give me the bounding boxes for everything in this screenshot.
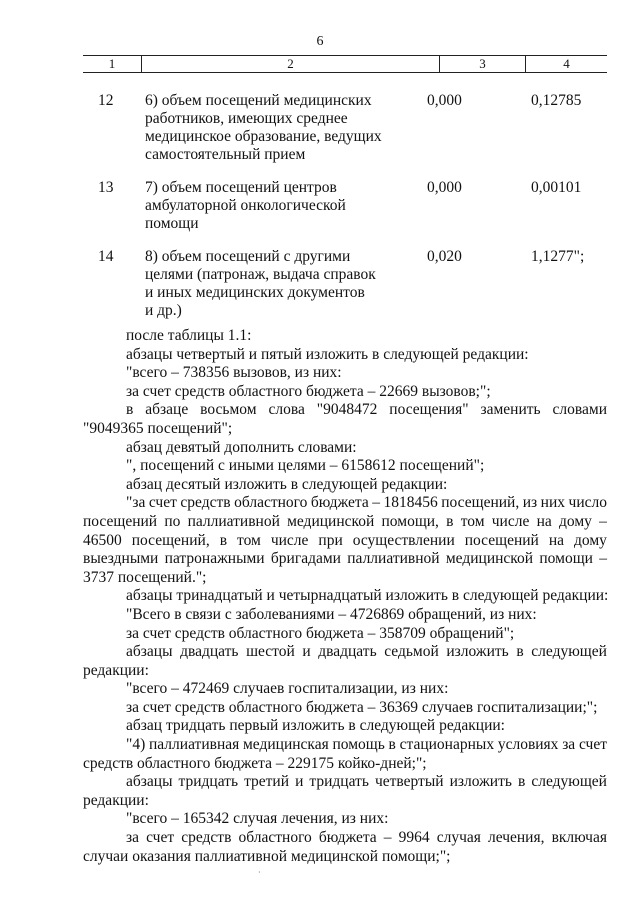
indicator-line: 7) объем посещений центров <box>145 179 337 196</box>
table-header-cell: 4 <box>525 56 607 72</box>
paragraph-line: 3737 посещений."; <box>83 568 207 586</box>
word: медицинской <box>445 550 534 568</box>
word: средств <box>181 829 232 847</box>
table-header-cell: 1 <box>108 56 116 71</box>
paragraph-line: случаи оказания паллиативной медицинской помощи;"; <box>83 847 451 865</box>
paragraph-line: средств областного бюджета – 229175 койко-дней;"; <box>83 754 427 772</box>
word: на <box>548 531 565 549</box>
word: тридцать <box>178 773 239 791</box>
word: слова <box>268 401 305 419</box>
row-number: 13 <box>98 179 114 196</box>
word: абзацы <box>126 773 173 791</box>
word: изложить <box>449 773 512 791</box>
word: помощь <box>332 736 385 754</box>
paragraph-line <box>83 829 607 848</box>
word: паллиативной <box>347 550 440 568</box>
word: осуществлении <box>352 531 455 549</box>
word: стационарных <box>399 736 495 754</box>
indicator-line: 8) объем посещений с другими <box>145 248 351 265</box>
word: областного <box>238 829 312 847</box>
paragraph-line: абзац тридцать первый изложить в следующей редакции: <box>126 717 505 735</box>
paragraph-line: за счет средств областного бюджета – 36369 случаев госпитализации;"; <box>126 698 598 716</box>
word: на <box>536 512 552 530</box>
word: посещений <box>464 531 539 549</box>
word: патронажными <box>164 550 265 568</box>
word: включая <box>551 829 607 847</box>
word: третий <box>244 773 290 791</box>
word: седьмой <box>384 643 439 661</box>
word: медицинская <box>243 736 329 754</box>
row-value-col3: 0,000 <box>427 179 462 196</box>
word: средств <box>180 494 231 512</box>
word: шестой <box>246 643 295 661</box>
indicator-line: медицинское образование, ведущих <box>145 128 382 145</box>
word: помощи, <box>381 512 439 530</box>
word: "за <box>126 494 146 512</box>
word: посещений <box>83 512 158 530</box>
word: двадцать <box>180 643 239 661</box>
word: числе <box>491 512 530 530</box>
indicator-line: целями (патронаж, выдача справок <box>145 266 376 283</box>
word: числе <box>270 531 309 549</box>
paragraph-line: абзац девятый дополнить словами: <box>126 438 357 456</box>
paragraph-line: абзацы четвертый и пятый изложить в следующей редакции: <box>126 345 529 363</box>
paragraph-line <box>83 532 607 551</box>
word: них <box>540 494 566 512</box>
word: условиях <box>497 736 559 754</box>
word: 46500 <box>83 531 122 549</box>
word: за <box>126 829 140 847</box>
paragraph-line: "Всего в связи с заболеваниями – 4726869 обращений, из них: <box>126 605 537 623</box>
row-value-col3: 0,000 <box>427 92 462 109</box>
row-number: 12 <box>98 92 114 109</box>
word: по <box>164 512 181 530</box>
word: бюджета <box>310 494 369 512</box>
page-number: 6 <box>316 34 324 49</box>
word: изложить <box>446 643 509 661</box>
word: том <box>237 531 261 549</box>
row-indicator <box>145 92 390 164</box>
paragraph-line <box>83 513 607 532</box>
word: – <box>383 829 392 847</box>
word: посещений, <box>131 531 210 549</box>
word: бригадами <box>270 550 341 568</box>
paragraph-line: за счет средств областного бюджета – 358709 обращений"; <box>126 624 515 642</box>
word: четвертый <box>374 773 444 791</box>
word: посещения" <box>389 401 469 419</box>
word: дому <box>558 512 592 530</box>
row-value-col4: 0,12785 <box>531 92 582 109</box>
body-text <box>83 327 607 866</box>
word: абзаце <box>145 401 189 419</box>
word: выездными <box>83 550 159 568</box>
word: и <box>295 773 304 791</box>
indicator-line: самостоятельный прием <box>145 146 306 163</box>
word: в <box>517 773 526 791</box>
word: паллиативной <box>187 512 280 530</box>
paragraph-line <box>83 401 607 420</box>
paragraph-line: абзац десятый изложить в следующей редакции: <box>126 475 448 493</box>
word: за <box>562 736 576 754</box>
word: двадцать <box>318 643 377 661</box>
word: – <box>599 550 607 568</box>
word: – <box>599 512 607 530</box>
indicator-line: помощи <box>145 215 199 232</box>
word: 1818456 <box>383 494 438 512</box>
word: в <box>219 531 228 549</box>
row-value-col3: 0,020 <box>427 248 462 265</box>
paragraph-line: за счет средств областного бюджета – 22669 вызовов;"; <box>126 382 491 400</box>
word: в <box>516 643 524 661</box>
paragraph-line: "всего – 165342 случая лечения, из них: <box>126 810 389 828</box>
word: восьмом <box>200 401 257 419</box>
paragraph-line: ", посещений с иными целями – 6158612 посещений"; <box>126 457 485 475</box>
paragraph-line: после таблицы 1.1: <box>126 327 252 344</box>
word: тридцать <box>309 773 369 791</box>
paragraph-line <box>83 494 607 513</box>
word: областного <box>234 494 308 512</box>
word: счет <box>146 829 175 847</box>
word: паллиативная <box>149 736 240 754</box>
word: бюджета <box>318 829 377 847</box>
indicator-line: работников, имеющих среднее <box>145 110 348 127</box>
paragraph-line: "9049365 посещений"; <box>83 419 233 437</box>
word: помощи <box>539 550 593 568</box>
indicator-line: и др.) <box>145 302 182 319</box>
table-header-row <box>83 55 607 73</box>
word: 9964 <box>398 829 430 847</box>
word: случая <box>436 829 481 847</box>
word: и <box>302 643 311 661</box>
paragraph-line: абзацы тринадцатый и четырнадцатый изложить в следующей редакции: <box>126 587 609 605</box>
word: в <box>126 401 134 419</box>
paragraph-line <box>83 736 607 755</box>
word: следующей <box>531 643 607 661</box>
row-value-col4: 1,1277"; <box>531 248 585 265</box>
word: дому <box>574 531 607 549</box>
paragraph-line <box>83 773 607 792</box>
paragraph-line: "всего – 738356 вызовов, из них: <box>126 364 342 382</box>
indicator-line: 6) объем посещений медицинских <box>145 92 372 109</box>
word: следующей <box>531 773 607 791</box>
row-number: 14 <box>98 248 114 265</box>
word: абзацы <box>126 643 173 661</box>
word: том <box>460 512 485 530</box>
paragraph-line: "всего – 472469 случаев госпитализации, из них: <box>126 680 449 698</box>
indicator-line: амбулаторной онкологической <box>145 197 346 214</box>
word: "9048472 <box>316 401 378 419</box>
word: в <box>388 736 396 754</box>
word: медицинской <box>287 512 375 530</box>
word: при <box>318 531 343 549</box>
paragraph-line <box>83 643 607 662</box>
paragraph-line: редакции: <box>83 661 149 679</box>
row-indicator <box>145 179 390 233</box>
row-indicator <box>145 248 390 320</box>
scan-speck: · <box>258 868 261 877</box>
word: посещений, <box>441 494 520 512</box>
word: счет <box>148 494 177 512</box>
paragraph-line: редакции: <box>83 791 149 809</box>
word: счет <box>578 736 607 754</box>
word: число <box>568 494 607 512</box>
word: словами <box>552 401 607 419</box>
word: из <box>522 494 538 512</box>
indicator-line: и иных медицинских документов <box>145 284 365 301</box>
paragraph-line <box>83 550 607 569</box>
table-header-cell: 2 <box>141 56 439 72</box>
word: "4) <box>126 736 146 754</box>
word: заменить <box>480 401 541 419</box>
word: в <box>446 512 454 530</box>
row-value-col4: 0,00101 <box>531 179 582 196</box>
word: лечения, <box>487 829 545 847</box>
table-header-cell: 3 <box>439 56 525 72</box>
word: – <box>372 494 380 512</box>
